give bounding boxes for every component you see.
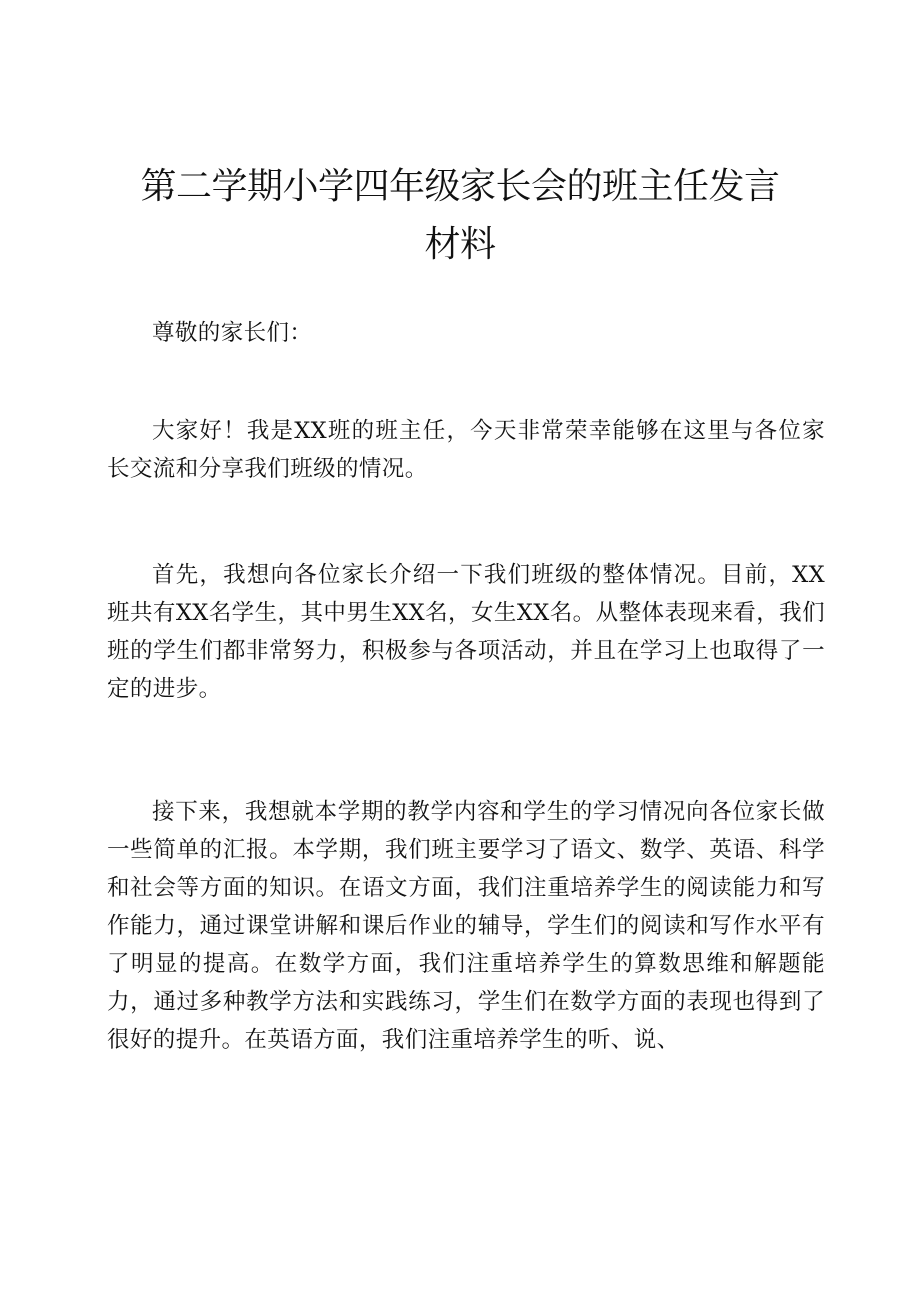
paragraph-class-overview: 首先，我想向各位家长介绍一下我们班级的整体情况。目前，XX班共有XX名学生，其中男生XX名，女生XX名。从整体表现来看，我们班的学生们都非常努力，积极参与各项活动，并且在学习上也取得了一定的进步。	[107, 562, 825, 702]
paragraph-intro: 大家好！我是XX班的班主任，今天非常荣幸能够在这里与各位家长交流和分享我们班级的情况。	[107, 418, 825, 482]
document-title: 第二学期小学四年级家长会的班主任发言材料	[140, 166, 780, 265]
paragraph-teaching-report: 接下来，我想就本学期的教学内容和学生的学习情况向各位家长做一些简单的汇报。本学期，我们班主要学习了语文、数学、英语、科学和社会等方面的知识。在语文方面，我们注重培养学生的阅读能力和写作能力，通过课堂讲解和课后作业的辅导，学生们的阅读和写作水平有了明显的提高。在数学方面，我们注重培养学生的算数思维和解题能力，通过多种教学方法和实践练习，学生们在数学方面的表现也得到了很好的提升。在英语方面，我们注重培养学生的听、说、	[107, 799, 825, 1053]
greeting: 尊敬的家长们：	[152, 320, 313, 346]
